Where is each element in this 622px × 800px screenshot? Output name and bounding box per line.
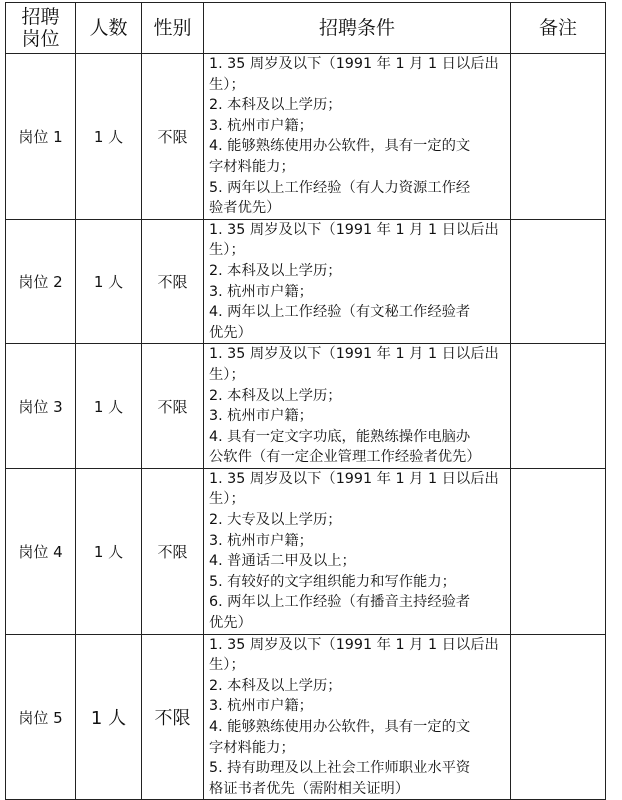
condition-line: 验者优先） [209, 200, 281, 217]
table-row [6, 344, 606, 469]
post-cell: 岗位 5 [6, 634, 76, 800]
count-cell: 1 人 [76, 54, 142, 220]
condition-line: 5. 有较好的文字组织能力和写作能力； [209, 573, 456, 590]
notes-cell [511, 634, 606, 800]
count-cell: 1 人 [76, 219, 142, 344]
condition-line: 字材料能力； [209, 158, 295, 175]
condition-line: 优先） [209, 324, 252, 341]
conditions-cell [204, 54, 511, 220]
condition-line: 3. 杭州市户籍； [209, 698, 313, 715]
condition-line: 5. 持有助理及以上社会工作师职业水平资 [209, 760, 471, 777]
condition-line: 1. 35 周岁及以下（1991 年 1 月 1 日以后出 [209, 346, 499, 363]
gender-cell: 不限 [142, 219, 204, 344]
header-post-line1: 招聘 [21, 6, 60, 28]
condition-line: 生）； [209, 76, 245, 93]
condition-line: 6. 两年以上工作经验（有播音主持经验者 [209, 594, 471, 611]
condition-line: 4. 普通话二甲及以上； [209, 553, 356, 570]
condition-line: 4. 能够熟练使用办公软件，具有一定的文 [209, 719, 471, 735]
condition-line: 2. 本科及以上学历； [209, 387, 342, 404]
table-row [6, 54, 606, 220]
gender-cell: 不限 [142, 344, 204, 469]
condition-line: 优先） [209, 615, 252, 632]
count-cell: 1 人 [76, 344, 142, 469]
header-gender: 性别 [142, 3, 204, 54]
count-cell: 1 人 [76, 634, 142, 800]
condition-line: 字材料能力； [209, 739, 295, 756]
notes-cell [511, 344, 606, 469]
table-row [6, 468, 606, 634]
condition-line: 格证书者优先（需附相关证明） [209, 780, 410, 797]
header-post [6, 3, 76, 54]
header-row [6, 3, 606, 54]
condition-line: 3. 杭州市户籍； [209, 117, 313, 134]
condition-line: 1. 35 周岁及以下（1991 年 1 月 1 日以后出 [209, 56, 499, 72]
gender-cell: 不限 [142, 54, 204, 220]
table-row [6, 219, 606, 344]
table-row [6, 634, 606, 800]
recruitment-table [5, 2, 606, 800]
condition-line: 生）； [209, 657, 245, 674]
gender-cell: 不限 [142, 468, 204, 634]
condition-line: 4. 能够熟练使用办公软件，具有一定的文 [209, 138, 471, 155]
condition-line: 3. 杭州市户籍； [209, 283, 313, 300]
conditions-cell [204, 634, 511, 800]
condition-line: 2. 本科及以上学历； [209, 677, 342, 694]
header-conditions: 招聘条件 [204, 3, 511, 54]
post-cell: 岗位 4 [6, 468, 76, 634]
condition-line: 生）； [209, 366, 245, 383]
conditions-cell [204, 468, 511, 634]
condition-line: 5. 两年以上工作经验（有人力资源工作经 [209, 179, 471, 196]
condition-line: 4. 两年以上工作经验（有文秘工作经验者 [209, 304, 471, 321]
condition-line: 生）； [209, 242, 245, 259]
notes-cell [511, 54, 606, 220]
condition-line: 生）； [209, 491, 245, 508]
header-count: 人数 [76, 3, 142, 54]
condition-line: 1. 35 周岁及以下（1991 年 1 月 1 日以后出 [209, 636, 499, 653]
post-cell: 岗位 2 [6, 219, 76, 344]
condition-line: 1. 35 周岁及以下（1991 年 1 月 1 日以后出 [209, 470, 499, 487]
condition-line: 2. 本科及以上学历； [209, 97, 342, 114]
condition-line: 1. 35 周岁及以下（1991 年 1 月 1 日以后出 [209, 221, 499, 238]
count-cell: 1 人 [76, 468, 142, 634]
header-post-line2: 岗位 [21, 28, 60, 50]
gender-cell: 不限 [142, 634, 204, 800]
condition-line: 公软件（有一定企业管理工作经验者优先） [209, 449, 481, 466]
conditions-cell [204, 219, 511, 344]
conditions-cell [204, 344, 511, 469]
condition-line: 2. 本科及以上学历； [209, 262, 342, 279]
header-notes: 备注 [511, 3, 606, 54]
condition-line: 2. 大专及以上学历； [209, 512, 342, 529]
condition-line: 4. 具有一定文字功底，能熟练操作电脑办 [209, 428, 471, 445]
notes-cell [511, 219, 606, 344]
condition-line: 3. 杭州市户籍； [209, 408, 313, 425]
post-cell: 岗位 1 [6, 54, 76, 220]
condition-line: 3. 杭州市户籍； [209, 532, 313, 549]
post-cell: 岗位 3 [6, 344, 76, 469]
notes-cell [511, 468, 606, 634]
